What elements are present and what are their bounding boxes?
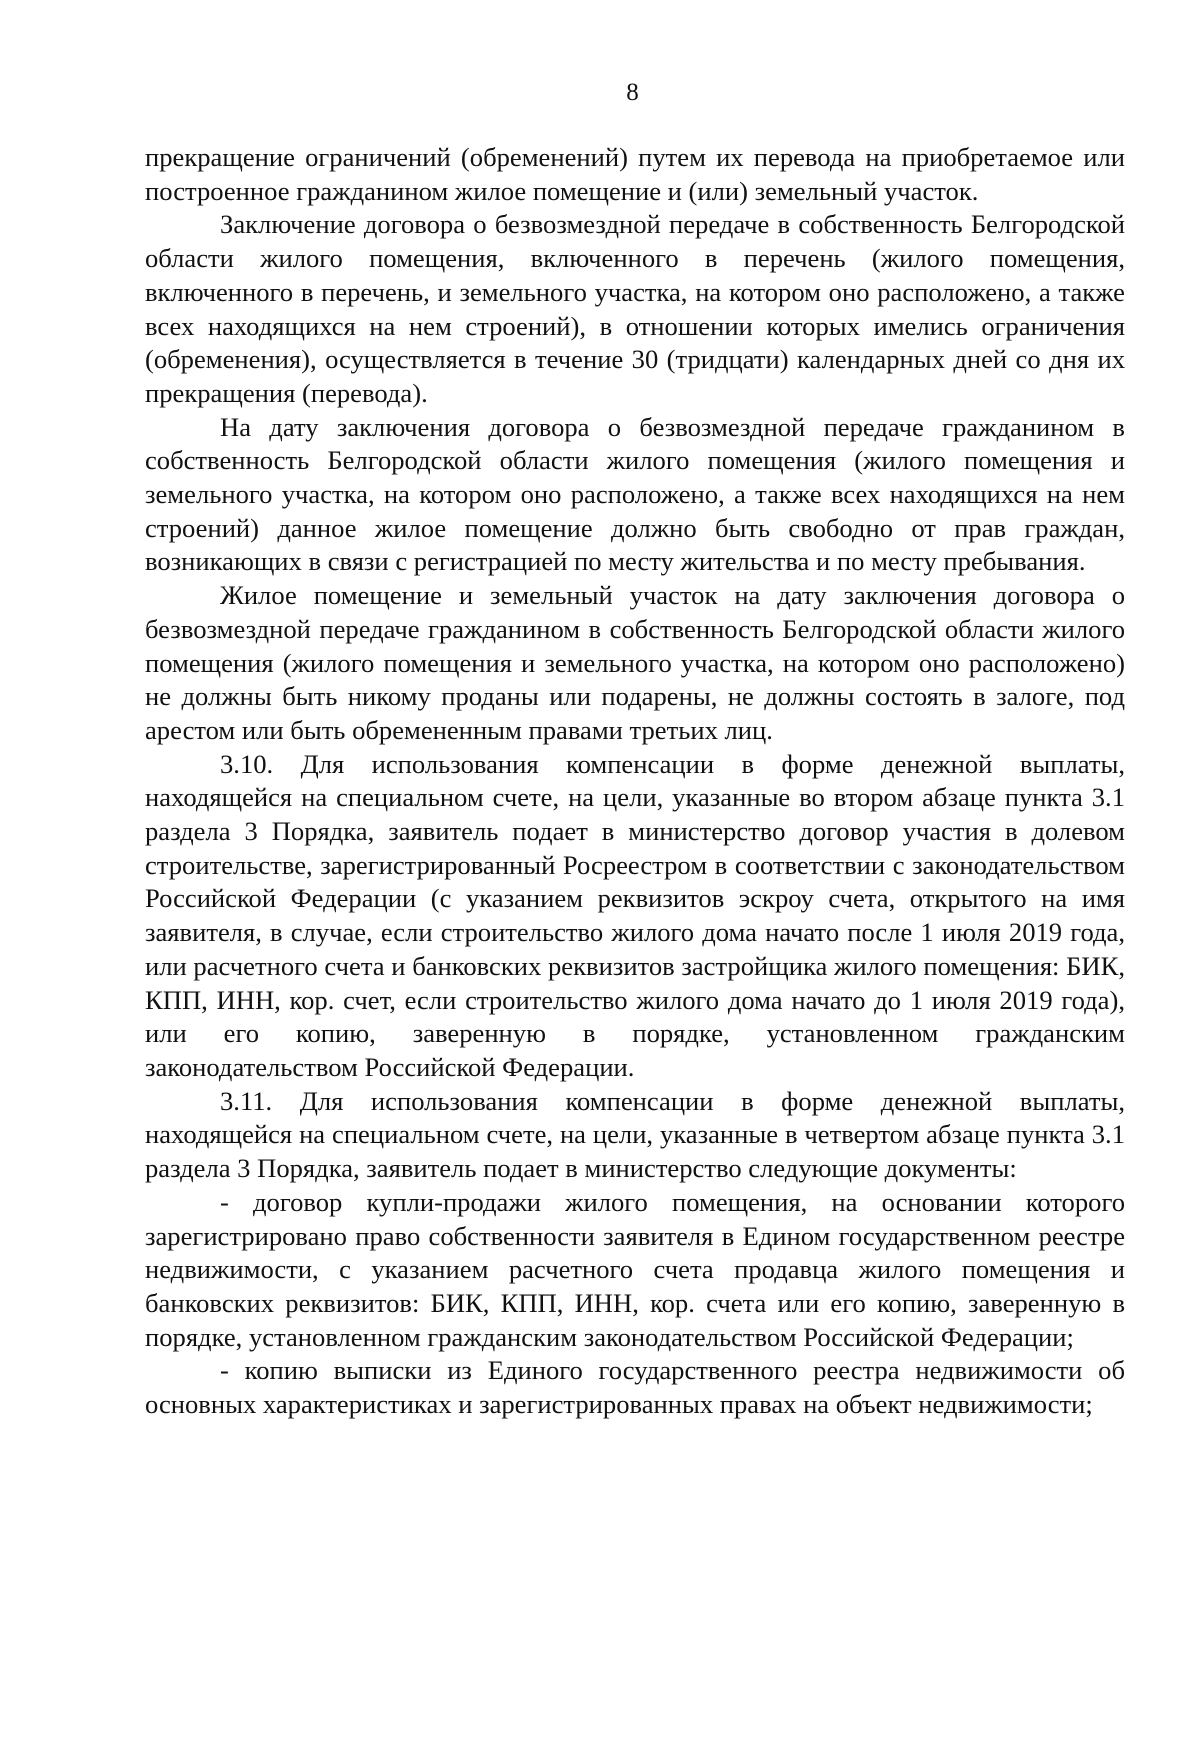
paragraph-clause-3-10: 3.10. Для использования компенсации в форме денежной выплаты, находящейся на специальном счете, на цели, указанные во втором абзаце пункта 3.1 раздела 3 Порядка, заявитель подает в министерство договор участия в долевом строительстве, зарегистрированный Росреестром в соответствии с законодательством Российской Федерации (с указанием реквизитов эскроу счета, открытого на имя заявителя, в случае, если строительство жилого дома начато после 1 июля 2019 года, или расчетного счета и банковских реквизитов застройщика жилого помещения: БИК, КПП, ИНН, кор. счет, если строительство жилого дома начато до 1 июля 2019 года), или его копию, заверенную в порядке, установленном гражданским законодательством Российской Федерации. bbox=[145, 748, 1125, 1082]
paragraph-housing-free-of-rights: На дату заключения договора о безвозмездной передаче гражданином в собственность Белгородской области жилого помещения (жилого помещения и земельного участка, на котором оно расположено, а также всех находящихся на нем строений) данное жилое помещение должно быть свободно от прав граждан, возникающих в связи с регистрацией по месту жительства и по месту пребывания. bbox=[145, 411, 1125, 577]
page-number: 8 bbox=[626, 79, 639, 106]
list-item-sale-contract: - договор купли-продажи жилого помещения, на основании которого зарегистрировано право собственности заявителя в Едином государственном реестре недвижимости, с указанием расчетного счета продавца жилого помещения и банковских реквизитов: БИК, КПП, ИНН, кор. счета или его копию, заверенную в порядке, установленном гражданским законодательством Российской Федерации; bbox=[145, 1186, 1125, 1352]
paragraph-continuation: прекращение ограничений (обременений) путем их перевода на приобретаемое или построенное гражданином жилое помещение и (или) земельный участок. bbox=[145, 142, 1125, 206]
document-body bbox=[145, 141, 1125, 1422]
paragraph-clause-3-11: 3.11. Для использования компенсации в форме денежной выплаты, находящейся на специальном счете, на цели, указанные в четвертом абзаце пункта 3.1 раздела 3 Порядка, заявитель подает в министерство следующие документы: bbox=[145, 1085, 1125, 1184]
list-item-registry-extract: - копию выписки из Единого государственного реестра недвижимости об основных характеристиках и зарегистрированных правах на объект недвижимости; bbox=[145, 1355, 1125, 1420]
paragraph-not-sold-or-pledged: Жилое помещение и земельный участок на дату заключения договора о безвозмездной передаче гражданином в собственность Белгородской области жилого помещения (жилого помещения и земельного участка, на котором оно расположено) не должны быть никому проданы или подарены, не должны состоять в залоге, под арестом или быть обремененным правами третьих лиц. bbox=[145, 580, 1125, 745]
paragraph-contract-conclusion: Заключение договора о безвозмездной передаче в собственность Белгородской области жилого помещения, включенного в перечень (жилого помещения, включенного в перечень, и земельного участка, на котором оно расположено, а также всех находящихся на нем строений), в отношении которых имелись ограничения (обременения), осуществляется в течение 30 (тридцати) календарных дней со дня их прекращения (перевода). bbox=[145, 209, 1125, 408]
